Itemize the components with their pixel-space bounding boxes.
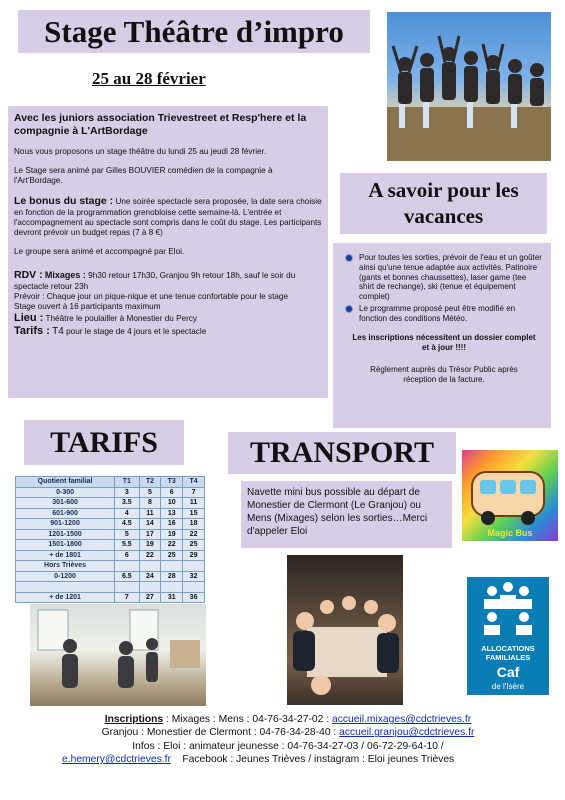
tarif-cell: 6.5: [115, 571, 139, 582]
tarif-cell: 32: [183, 571, 205, 582]
rdv-label: RDV :: [14, 269, 43, 282]
tarif-cell: 19: [161, 529, 183, 540]
column-header: T1: [115, 477, 139, 488]
table-row: [16, 561, 205, 572]
intro-text: Avec les juniors association Trievestreet et Resp'here et la compagnie à L'ArtBordage: [14, 112, 307, 138]
tarif-cell: 8: [139, 498, 161, 509]
tarif-cell: 18: [183, 519, 205, 530]
quotient-cell: [16, 582, 115, 593]
email-link-eloi[interactable]: e.hemery@cdctrieves.fr: [62, 754, 171, 766]
tarif-cell: 36: [183, 592, 205, 603]
tarif-cell: 11: [139, 508, 161, 519]
prevoir-text: Prévoir : Chaque jour un pique-nique et une tenue confortable pour le stage: [14, 291, 289, 301]
dinner-photo: [287, 555, 403, 705]
tarif-cell: 16: [161, 519, 183, 530]
table-row: [16, 498, 205, 509]
transport-box: [241, 481, 452, 548]
stage-capacity: Stage ouvert à 16 participants maximum: [14, 301, 161, 311]
lieu-paragraph: [14, 312, 322, 325]
quotient-cell: 0-300: [16, 487, 115, 498]
quotient-cell: 1501-1800: [16, 540, 115, 551]
tarif-cell: 17: [139, 529, 161, 540]
transport-text: Navette mini bus possible au départ de Monestier de Clermont (Le Granjou) ou Mens (Mixages) selon les sorties…Merci d'appeler Eloi: [247, 487, 428, 537]
tarif-cell: 4.5: [115, 519, 139, 530]
table-row: [16, 592, 205, 603]
table-row: [16, 550, 205, 561]
group-paragraph: Le groupe sera animé et accompagné par Eloi.: [14, 247, 185, 257]
bonus-paragraph: [14, 195, 322, 238]
tarif-cell: 7: [183, 487, 205, 498]
animator-paragraph: Le Stage sera animé par Gilles BOUVIER comédien de la compagnie à l'Art'Bordage.: [14, 166, 273, 186]
list-item-text: Pour toutes les sorties, prévoir de l'eau et un goûter ainsi qu'une tenue adaptée aux activités. Patinoire (gants et bonnes chaussettes), laser game (tee shirt de rechange), ski (tenue et équipement complet): [359, 253, 542, 301]
tarif-cell: 5.5: [115, 540, 139, 551]
transport-title: [228, 432, 456, 474]
footer-line-2-text: Granjou : Monestier de Clermont : 04-76-34-28-40 :: [101, 727, 337, 739]
savoir-list: [345, 253, 543, 323]
tarif-cell: 3: [115, 487, 139, 498]
tarifs-t4: T4: [52, 326, 64, 338]
footer-line-1: [48, 713, 528, 726]
tarif-cell: 13: [161, 508, 183, 519]
tarif-table: [15, 476, 205, 603]
stage-dates: 25 au 28 février: [92, 69, 206, 88]
column-header: T3: [161, 477, 183, 488]
caf-logo: [467, 577, 549, 695]
caf-line2: FAMILIALES: [485, 653, 531, 662]
footer-line-3: [48, 740, 528, 753]
page-title-text: Stage Théâtre d’impro: [44, 13, 344, 49]
table-row: [16, 519, 205, 530]
caf-region: de l'Isère: [491, 682, 525, 691]
bullet-icon: [345, 254, 353, 262]
inscriptions-label: Inscriptions: [104, 714, 164, 725]
tarif-cell: [139, 561, 161, 572]
footer-line-4: [48, 753, 528, 766]
footer-line-2: [48, 726, 528, 739]
caf-line1: ALLOCATIONS: [481, 644, 535, 653]
magic-bus-image: [462, 450, 558, 541]
workshop-photo: [30, 604, 206, 706]
footer-line-3-text: Infos : Eloi : animateur jeunesse : 04-76-34-27-03 / 06-72-29-64-10 /: [132, 740, 444, 752]
tarif-cell: 22: [139, 550, 161, 561]
bonus-text: Une soirée spectacle sera proposée, la date sera choisie en fonction de la programmation grenobloise cette semaine-là. L'entrée et l'accompagnement au spectacle sont compris dans le coût du stage. Les participants devront prévoir un budget repas (7 à 8 €): [14, 197, 322, 238]
table-row: [16, 508, 205, 519]
tarif-cell: 25: [161, 550, 183, 561]
tarif-cell: 31: [161, 592, 183, 603]
tarif-cell: 19: [139, 540, 161, 551]
quotient-cell: 1201-1500: [16, 529, 115, 540]
tarif-cell: 11: [183, 498, 205, 509]
tarif-cell: 14: [139, 519, 161, 530]
tarifs-label: Tarifs :: [14, 325, 50, 338]
savoir-title-text: A savoir pour les vacances: [368, 178, 519, 228]
column-header: Quotient familial: [16, 477, 115, 488]
quotient-cell: 601-900: [16, 508, 115, 519]
tarif-cell: 15: [183, 508, 205, 519]
tarif-cell: 6: [161, 487, 183, 498]
email-link-granjou[interactable]: accueil.granjou@cdctrieves.fr: [339, 727, 475, 739]
footer-line-1-text: : Mixages : Mens : 04-76-34-27-02 :: [166, 714, 330, 725]
table-row: [16, 571, 205, 582]
table-row: [16, 540, 205, 551]
tarif-cell: [161, 561, 183, 572]
email-link-mixages[interactable]: accueil.mixages@cdctrieves.fr: [332, 714, 472, 725]
quotient-cell: 901-1200: [16, 519, 115, 530]
tarif-cell: [139, 582, 161, 593]
page-title: [18, 10, 370, 53]
table-row: [16, 582, 205, 593]
tarifs-text: pour le stage de 4 jours et le spectacle: [66, 327, 207, 337]
lieu-label: Lieu :: [14, 311, 44, 324]
bonus-label: Le bonus du stage :: [14, 195, 114, 208]
tarif-cell: [115, 561, 139, 572]
tarif-cell: 22: [161, 540, 183, 551]
caf-name: Caf: [496, 664, 520, 680]
list-item: [345, 253, 543, 302]
quotient-cell: Hors Trièves: [16, 561, 115, 572]
footer-line-4-text: Facebook : Jeunes Trièves / instagram : Eloi jeunes Trièves: [182, 754, 455, 766]
tarif-cell: 6: [115, 550, 139, 561]
savoir-title: [340, 173, 547, 234]
tarif-cell: 10: [161, 498, 183, 509]
tarif-cell: 3.5: [115, 498, 139, 509]
tarif-cell: [183, 582, 205, 593]
tarif-cell: 29: [183, 550, 205, 561]
bus-caption: Magic Bus: [487, 528, 533, 538]
column-header: T4: [183, 477, 205, 488]
bullet-icon: [345, 305, 353, 313]
tarif-cell: [161, 582, 183, 593]
tarif-cell: 25: [183, 540, 205, 551]
tarifs-title: [24, 420, 184, 465]
table-row: [16, 487, 205, 498]
tarif-cell: 4: [115, 508, 139, 519]
inscriptions-note: Les inscriptions nécessitent un dossier complet et à jour !!!!: [352, 333, 536, 352]
tarif-cell: 22: [183, 529, 205, 540]
footer-contacts: [48, 713, 528, 767]
reglement-note: Règlement auprès du Trésor Public après réception de la facture.: [370, 364, 518, 384]
tarif-cell: 5: [115, 529, 139, 540]
column-header: T2: [139, 477, 161, 488]
stage-description-box: [8, 106, 328, 398]
description-paragraph: Nous vous proposons un stage théâtre du lundi 25 au jeudi 28 février.: [14, 147, 267, 157]
table-row: [16, 529, 205, 540]
quotient-cell: + de 1201: [16, 592, 115, 603]
tarif-cell: 24: [139, 571, 161, 582]
list-item-text: Le programme proposé peut être modifié en fonction des conditions Météo.: [359, 303, 516, 323]
tarif-cell: 5: [139, 487, 161, 498]
savoir-box: [333, 243, 551, 428]
tarif-cell: [183, 561, 205, 572]
tarif-table-body: [16, 487, 205, 603]
quotient-cell: 0-1200: [16, 571, 115, 582]
list-item: [345, 304, 543, 324]
group-photo: [387, 12, 551, 161]
rdv-mixages: Mixages :: [44, 270, 86, 281]
lieu-text: Théâtre le poulailler à Monestier du Percy: [45, 313, 198, 323]
tarif-cell: [115, 582, 139, 593]
tarif-cell: 28: [161, 571, 183, 582]
rdv-text: 9h30 retour 17h30, Granjou 9h retour 18h, sauf le soir du spectacle retour 23h: [14, 271, 296, 291]
tarifs-title-text: TARIFS: [50, 425, 158, 459]
tarif-cell: 7: [115, 592, 139, 603]
quotient-cell: 301-600: [16, 498, 115, 509]
rdv-paragraph: [14, 269, 322, 292]
quotient-cell: + de 1801: [16, 550, 115, 561]
table-header-row: [16, 477, 205, 488]
tarifs-paragraph: [14, 325, 322, 338]
transport-title-text: TRANSPORT: [250, 436, 434, 469]
tarif-cell: 27: [139, 592, 161, 603]
